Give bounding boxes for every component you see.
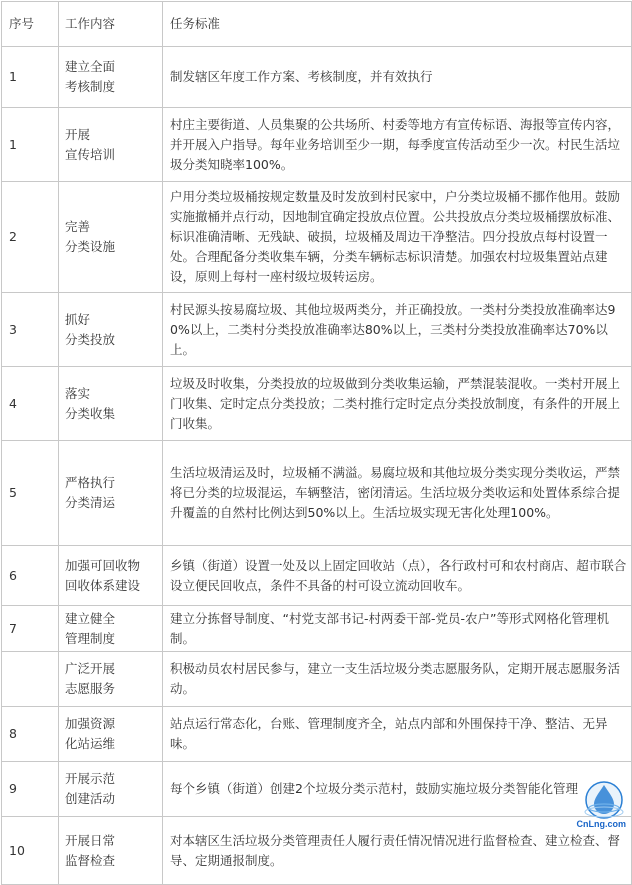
row-number: 8 <box>2 707 59 762</box>
table-row <box>2 47 632 108</box>
header-no: 序号 <box>2 2 59 47</box>
table-row <box>2 707 632 762</box>
task-standard: 积极动员农村居民参与，建立一支生活垃圾分类志愿服务队，定期开展志愿服务活动。 <box>163 652 632 707</box>
task-standard: 制发辖区年度工作方案、考核制度，并有效执行 <box>163 47 632 108</box>
task-name: 严格执行 分类清运 <box>59 441 163 546</box>
task-standard: 村庄主要街道、人员集聚的公共场所、村委等地方有宣传标语、海报等宣传内容，并开展入户指导。每年业务培训至少一期，每季度宣传活动至少一次。村民生活垃圾分类知晓率100%。 <box>163 108 632 182</box>
row-number: 10 <box>2 817 59 885</box>
row-number: 5 <box>2 441 59 546</box>
watermark-site-label: CnLng.com <box>576 819 626 829</box>
task-standard: 户用分类垃圾桶按规定数量及时发放到村民家中，户分类垃圾桶不挪作他用。鼓励实施撤桶并点行动，因地制宜确定投放点位置。公共投放点分类垃圾桶摆放标准、标识准确清晰、无残缺、破损，垃圾桶及周边干净整洁。四分投放点每村设置一处。合理配备分类收集车辆，分类车辆标志标识清楚。加强农村垃圾集置站点建设，原则上每村一座村级垃圾转运房。 <box>163 182 632 293</box>
task-name: 加强可回收物 回收体系建设 <box>59 546 163 606</box>
row-number: 4 <box>2 367 59 441</box>
task-name: 开展日常 监督检查 <box>59 817 163 885</box>
table-header-row <box>2 2 632 47</box>
table-row <box>2 606 632 652</box>
table-row <box>2 817 632 885</box>
task-standard: 村民源头按易腐垃圾、其他垃圾两类分，并正确投放。一类村分类投放准确率达90%以上，二类村分类投放准确率达80%以上，三类村分类投放准确率达70%以上。 <box>163 293 632 367</box>
task-name: 建立健全 管理制度 <box>59 606 163 652</box>
row-number: 1 <box>2 108 59 182</box>
table-row <box>2 108 632 182</box>
task-standard: 每个乡镇（街道）创建2个垃圾分类示范村，鼓励实施垃圾分类智能化管理 <box>163 762 632 817</box>
header-task: 工作内容 <box>59 2 163 47</box>
task-standard: 垃圾及时收集，分类投放的垃圾做到分类收集运输，严禁混装混收。一类村开展上门收集、定时定点分类投放；二类村推行定时定点分类投放制度，有条件的开展上门收集。 <box>163 367 632 441</box>
task-standard: 生活垃圾清运及时，垃圾桶不满溢。易腐垃圾和其他垃圾分类实现分类收运，严禁将已分类的垃圾混运，车辆整洁，密闭清运。生活垃圾分类收运和处置体系综合提升覆盖的自然村比例达到50%以上。生活垃圾实现无害化处理100%。 <box>163 441 632 546</box>
row-number: 3 <box>2 293 59 367</box>
task-standard-table <box>1 1 632 885</box>
task-standard: 对本辖区生活垃圾分类管理责任人履行责任情况情况进行监督检查、建立检查、督导、定期通报制度。 <box>163 817 632 885</box>
row-number: 2 <box>2 182 59 293</box>
table-row <box>2 441 632 546</box>
task-name: 抓好 分类投放 <box>59 293 163 367</box>
task-name: 开展 宣传培训 <box>59 108 163 182</box>
table-row <box>2 652 632 707</box>
row-number: 7 <box>2 606 59 652</box>
task-name: 建立全面 考核制度 <box>59 47 163 108</box>
task-name: 开展示范 创建活动 <box>59 762 163 817</box>
table-row <box>2 293 632 367</box>
row-number <box>2 652 59 707</box>
table-row <box>2 367 632 441</box>
table-row <box>2 182 632 293</box>
header-standard: 任务标准 <box>163 2 632 47</box>
task-standard: 建立分拣督导制度、“村党支部书记-村两委干部-党员-农户”等形式网格化管理机制。 <box>163 606 632 652</box>
task-name: 完善 分类设施 <box>59 182 163 293</box>
row-number: 9 <box>2 762 59 817</box>
row-number: 6 <box>2 546 59 606</box>
task-standard: 站点运行常态化，台账、管理制度齐全，站点内部和外围保持干净、整洁、无异味。 <box>163 707 632 762</box>
task-standard: 乡镇（街道）设置一处及以上固定回收站（点），各行政村可和农村商店、超市联合设立便民回收点，条件不具备的村可设立流动回收车。 <box>163 546 632 606</box>
task-name: 广泛开展 志愿服务 <box>59 652 163 707</box>
row-number: 1 <box>2 47 59 108</box>
table-row <box>2 546 632 606</box>
task-name: 落实 分类收集 <box>59 367 163 441</box>
table-row <box>2 762 632 817</box>
task-name: 加强资源 化站运维 <box>59 707 163 762</box>
